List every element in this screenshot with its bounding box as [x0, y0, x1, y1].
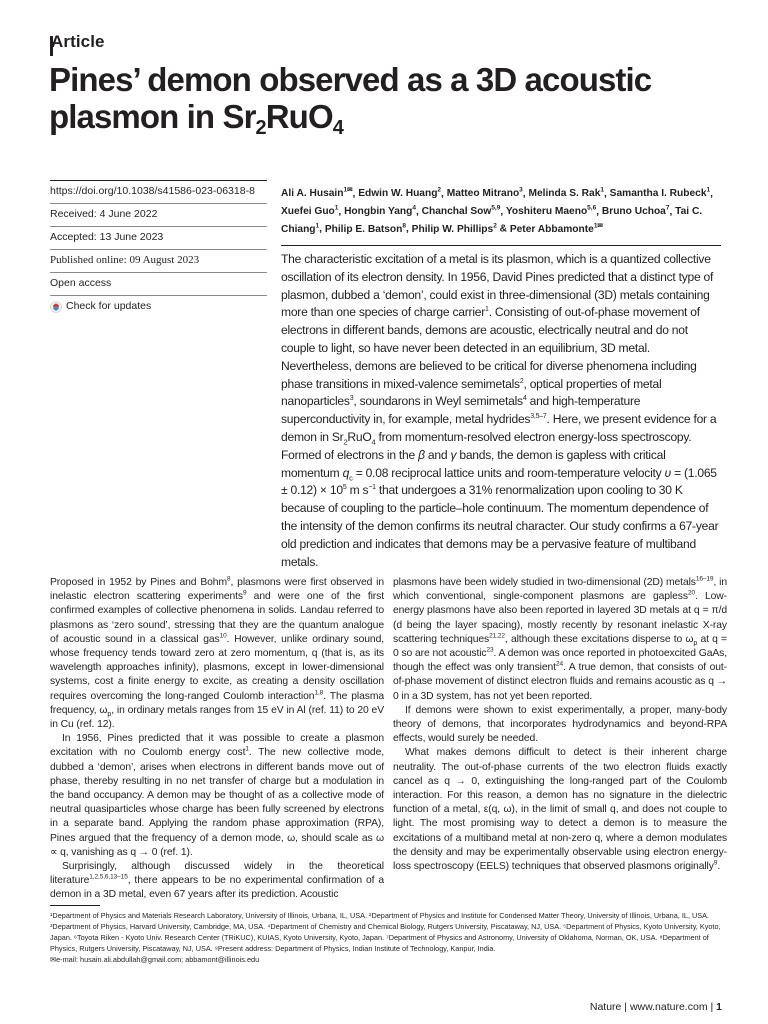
author-name: Ali A. Husain$^{1✉}$ — [281, 187, 353, 200]
author-name: Philip E. Batson$^8$ — [324, 222, 406, 235]
body-paragraph: Proposed in 1952 by Pines and Bohm$^8$, plasmons were first observed in inelastic electron scattering experiments$^9$ and were one of the first confirmed examples of collective phenomena in solids. Landau referred to plasmons as ‘zero sound’, stressing that they are the quantum analogue of acoustic sound in a classical gas$^{10}$. However, unlike ordinary sound, whose frequency tends toward zero at zero momentum, q (that is, as its wavelength approaches infinity), plasmons, except in lower-dimensional systems, cost a finite energy to excite, as creating a density oscillation requires overcoming the long-ranged Coulomb interaction$^{1,8}$. The plasma frequency, $\omega_p$, in ordinary metals ranges from 15 eV in Al (ref. 11) to 20 eV in Cu (ref. 12). — [50, 575, 385, 731]
corresponding-email[interactable]: ✉e-mail: husain.ali.abdullah@gmail.com; abbamont@illinois.edu — [50, 955, 260, 964]
author-name: Hongbin Yang$^4$ — [344, 204, 416, 217]
accepted-date: Accepted: 13 June 2023 — [50, 226, 267, 249]
abstract-divider — [281, 245, 721, 246]
check-for-updates-label: Check for updates — [66, 300, 152, 312]
page-number: 1 — [716, 1001, 722, 1013]
body-paragraph: Surprisingly, although discussed widely in the theoretical literature$^{1,2,5,6,13-15}$, there appears to be no experimental confirmation of a demon in a 3D metal, even 67 years after its prediction. Acoustic — [50, 861, 384, 901]
author-name: Yoshiteru Maeno$^{5,6}$ — [505, 204, 597, 217]
footer-separator: | — [710, 1001, 714, 1013]
author-name: Matteo Mitrano$^3$ — [446, 187, 523, 200]
author-name: Chanchal Sow$^{5,9}$ — [421, 204, 501, 217]
author-name: Philip W. Phillips$^2$ — [411, 222, 497, 235]
body-paragraph: What makes demons difficult to detect is their inherent charge neutrality. The out-of-phase currents of the two electron fluids exactly cancel as q → 0, extinguishing the long-ranged part of the Coulomb interaction. For this reason, a demon has no signature in the dielectric function of a metal, ε(q, ω), in the limit of small q, and does not couple to light. The most promising way to detect a demon is to measure the excitations of a multiband metal at non-zero q, where a demon modulates the density and may be experimentally observable using electron energy-loss spectroscopy (EELS) techniques that observed plasmons originally$^9$. — [393, 747, 727, 873]
footnote-divider — [50, 905, 100, 906]
page-footer — [590, 1001, 722, 1013]
body-column-left — [50, 576, 384, 903]
author-name: Samantha I. Rubeck$^1$ — [609, 187, 711, 200]
body-paragraph: plasmons have been widely studied in two-dimensional (2D) metals$^{16-19}$, in which conventional, single-component plasmons are gapless$^{20}$. Low-energy plasmons have also been reported in layered 3D metals at q = π/d (d being the layer spacing), mostly recently by resonant inelastic X-ray scattering techniques$^{21,22}$, although these excitations disperse to $\omega_p$ at q = 0 so are not acoustic$^{23}$. A demon was once reported in photoexcited GaAs, though the effect was only transient$^{24}$. A true demon, that consists of out-of-phase movement of distinct electron fluids and remains acoustic as q → 0 in a 3D system, has not yet been reported. — [393, 575, 728, 702]
author-name: Melinda S. Rak$^1$ — [528, 187, 604, 200]
author-name: Tai C. Chiang$^1$ — [281, 205, 703, 235]
author-name: Xuefei Guo$^1$ — [281, 204, 339, 217]
author-name: Edwin W. Huang$^2$ — [358, 187, 442, 200]
crossmark-icon — [50, 301, 62, 313]
affiliations: ¹Department of Physics and Materials Research Laboratory, University of Illinois, Urbana, IL, USA. ²Department of Physics and Institute for Condensed Matter Theory, University of Illinois, Urbana, IL, USA. ³Department of Physics, Harvard University, Cambridge, MA, USA. ⁴Department of Chemistry and Chemical Biology, Rutgers University, Piscataway, NJ, USA. ⁵Department of Physics, Kyoto University, Kyoto, Japan. ⁶Toyota Riken - Kyoto Univ. Research Center (TRiKUC), KUIAS, Kyoto University, Kyoto, Japan. ⁷Department of Physics and Astronomy, University of Oklahoma, Norman, OK, USA. ⁸Department of Physics, Rutgers University, Piscataway, NJ, USA. ⁹Present address: Department of Physics, Indian Institute of Technology, Kanpur, India. — [50, 911, 721, 953]
published-date: Published online: 09 August 2023 — [50, 249, 267, 272]
article-title: Pines’ demon observed as a 3D acoustic plasmon in $Sr_2RuO_4$ — [49, 61, 652, 139]
section-label: Article — [51, 32, 105, 51]
footer-separator: | — [624, 1001, 628, 1013]
author-list: Ali A. Husain$^{1✉}$, Edwin W. Huang$^2$, Matteo Mitrano$^3$, Melinda S. Rak$^1$, Samantha I. Rubeck$^1$, Xuefei Guo$^1$, Hongbin Yang$^4$, Chanchal Sow$^{5,9}$, Yoshiteru Maeno$^{5,6}$, Bruno Uchoa$^7$, Tai C. Chiang$^1$, Philip E. Batson$^8$, Philip W. Phillips$^2$ & Peter Abbamonte$^{1✉}$ — [281, 187, 713, 235]
article-metadata — [50, 180, 267, 318]
body-paragraph: In 1956, Pines predicted that it was possible to create a plasmon excitation with no Coulomb energy cost$^1$. The new collective mode, dubbed a ‘demon’, arises when electrons in different bands move out of phase, thereby resulting in no net transfer of charge but a modulation in the band occupancy. A demon may be thought of as a collective mode of neutral quasiparticles whose charge has been fully screened by electrons in a separate band. Applying the random phase approximation (RPA), Pines argued that the frequency of a demon mode, ω, should scale as ω ∝ q, vanishing as q → 0 (ref. 1). — [50, 733, 384, 858]
open-access-label: Open access — [50, 272, 267, 295]
received-date: Received: 4 June 2022 — [50, 203, 267, 226]
abstract: The characteristic excitation of a metal is its plasmon, which is a quantized collective oscillation of its electron density. In 1956, David Pines predicted that a distinct type of plasmon, dubbed a ‘demon’, could exist in three-dimensional (3D) metals containing more than one species of charge carrier$^1$. Consisting of out-of-phase movement of electrons in different bands, demons are acoustic, electrically neutral and do not couple to light, so have never been detected in an equilibrium, 3D metal. Nevertheless, demons are believed to be critical for diverse phenomena including phase transitions in mixed-valence semimetals$^2$, optical properties of metal nanoparticles$^3$, soundarons in Weyl semimetals$^4$ and high-temperature superconductivity in, for example, metal hydrides$^{3,5-7}$. Here, we present evidence for a demon in $Sr_2RuO_4$ from momentum-resolved electron energy-loss spectroscopy. Formed of electrons in the β and γ bands, the demon is gapless with critical momentum $q_c = 0.08$ reciprocal lattice units and room-temperature velocity $\upsilon = (1.065 \pm 0.12) \times 10^5$ m $s^{-1}$ that undergoes a 31% renormalization upon cooling to 30 K because of coupling to the particle–hole continuum. The momentum dependence of the intensity of the demon confirms its neutral character. Our study confirms a 67-year old prediction and indicates that demons may be a pervasive feature of multiband metals. — [281, 252, 719, 569]
author-name: Peter Abbamonte$^{1✉}$ — [509, 222, 603, 235]
journal-url[interactable]: www.nature.com — [629, 1001, 708, 1013]
body-paragraph: If demons were shown to exist experimentally, a proper, many-body theory of demons, that incorporates hydrodynamics and beyond-RPA effects, would surely be needed. — [393, 704, 727, 745]
author-name: Bruno Uchoa$^7$ — [601, 204, 670, 217]
check-for-updates-link[interactable] — [50, 295, 267, 318]
body-column-right — [393, 576, 727, 874]
journal-name: Nature — [589, 1001, 622, 1013]
doi-link[interactable]: https://doi.org/10.1038/s41586-023-06318-8 — [50, 180, 267, 203]
